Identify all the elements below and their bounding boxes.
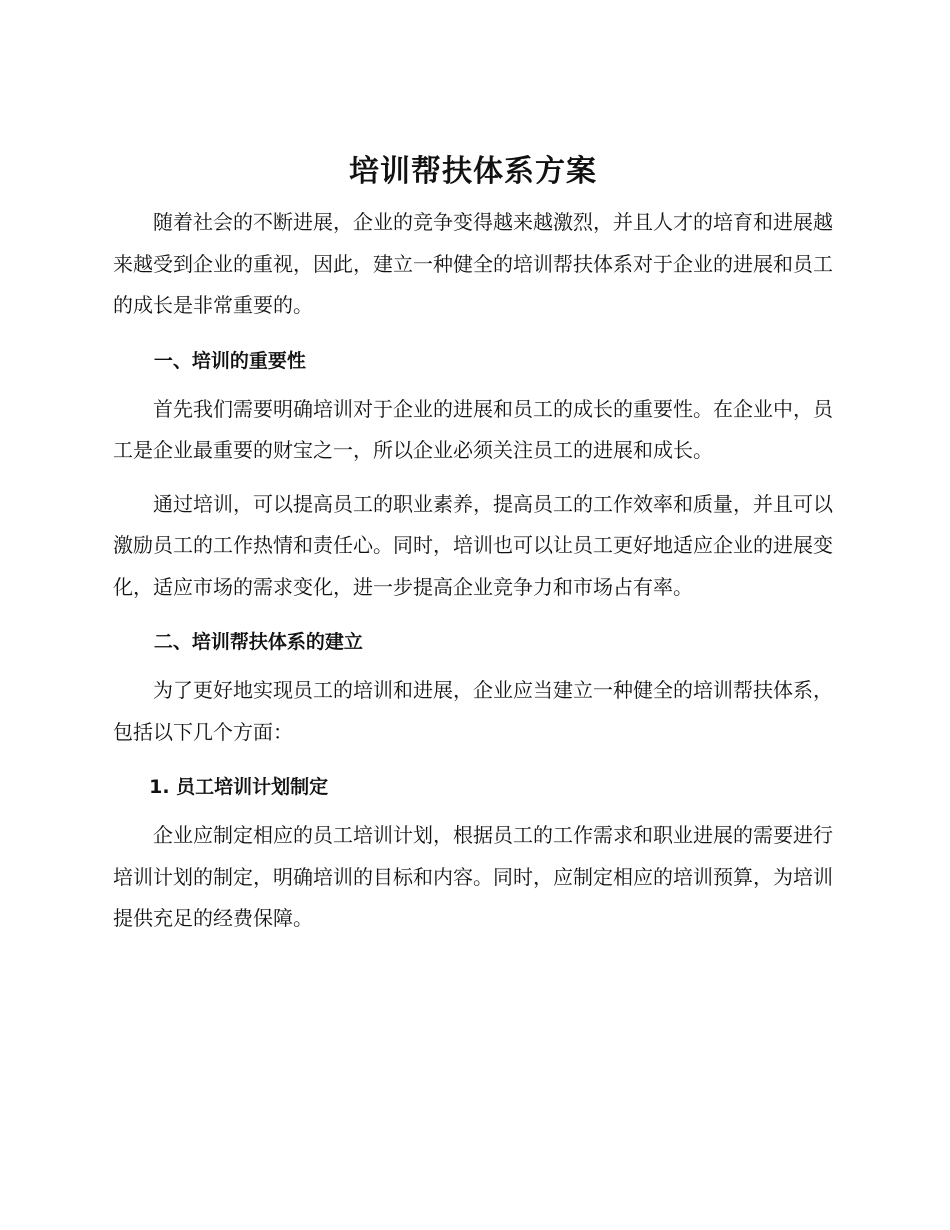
training-plan-paragraph: 企业应制定相应的员工培训计划，根据员工的工作需求和职业进展的需要进行培训计划的制定，明确培训的目标和内容。同时，应制定相应的培训预算，为培训提供充足的经费保障。 xyxy=(113,823,833,930)
importance-paragraph-1: 首先我们需要明确培训对于企业的进展和员工的成长的重要性。在企业中，员工是企业最重要的财宝之一，所以企业必须关注员工的进展和成长。 xyxy=(113,396,833,462)
document-body xyxy=(113,150,833,940)
document-title: 培训帮扶体系方案 xyxy=(349,154,597,189)
system-paragraph-1: 为了更好地实现员工的培训和进展，企业应当建立一种健全的培训帮扶体系，包括以下几个方面： xyxy=(113,678,833,744)
subsection-heading-training-plan: 1. 员工培训计划制定 xyxy=(149,776,329,798)
section-heading-system: 二、培训帮扶体系的建立 xyxy=(153,631,363,653)
intro-paragraph: 随着社会的不断进展，企业的竞争变得越来越激烈，并且人才的培育和进展越来越受到企业的重视，因此，建立一种健全的培训帮扶体系对于企业的进展和员工的成长是非常重要的。 xyxy=(113,210,833,317)
importance-paragraph-2: 通过培训，可以提高员工的职业素养，提高员工的工作效率和质量，并且可以激励员工的工作热情和责任心。同时，培训也可以让员工更好地适应企业的进展变化，适应市场的需求变化，进一步提高企业竞争力和市场占有率。 xyxy=(113,491,833,599)
section-heading-importance: 一、培训的重要性 xyxy=(153,349,306,372)
